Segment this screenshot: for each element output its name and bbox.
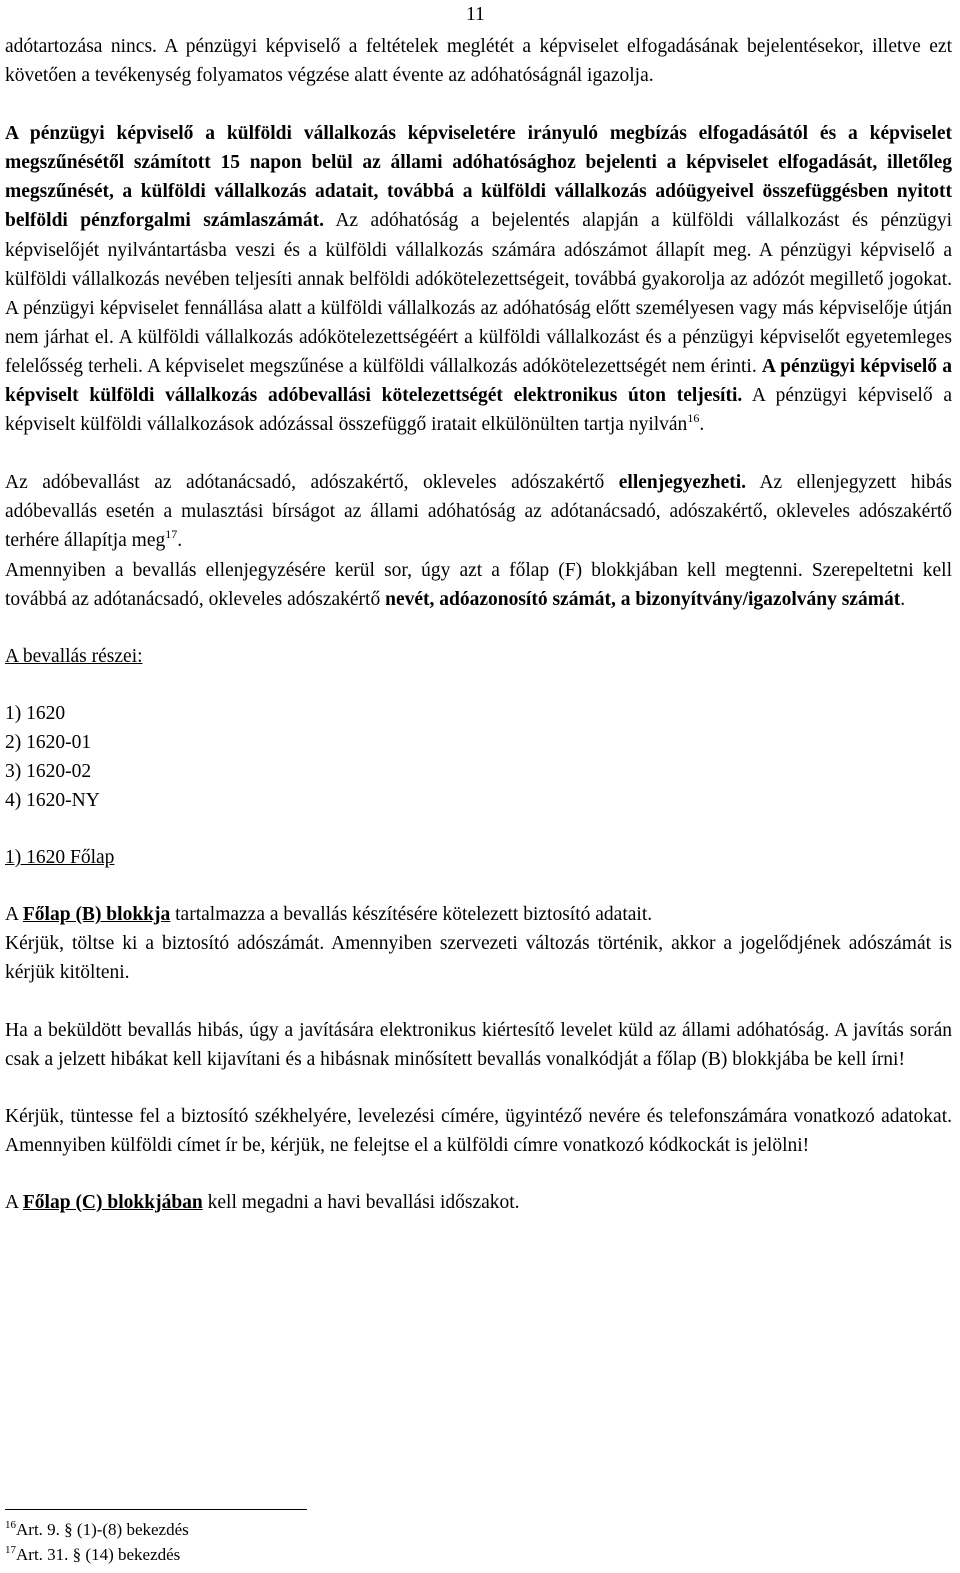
text-run: Az adóbevallást az adótanácsadó, adószakértő, okleveles adószakértő [5, 472, 619, 494]
footnote [5, 1542, 189, 1567]
paragraph-block-b [5, 900, 952, 929]
footnote [5, 1517, 189, 1542]
text-run: Főlap (B) blokkja [22, 904, 171, 926]
list-item-form-part [5, 728, 952, 757]
text-run: adótartozása nincs. A pénzügyi képviselő a feltételek meglétét a képviselet elfogadásának bejelentésekor, illetve ezt követően a tevékenység folyamatos végzése alatt évente az adóhatóságnál igazolja. [5, 36, 952, 87]
text-run: Kérjük, tüntesse fel a biztosító székhelyére, levelezési címére, ügyintéző nevére és telefonszámára vonatkozó adatokat. Amennyiben külföldi címet ír be, kérjük, ne felejtse el a külföldi címre vonatkozó kódkockát is jelölni! [5, 1105, 952, 1156]
text-run: A [5, 904, 23, 926]
page-body [5, 32, 952, 1217]
text-run: tartalmazza a bevallás készítésére kötelezett biztosító adatait. [170, 904, 653, 926]
text-run: . [177, 530, 183, 552]
text-run: Kérjük, töltse ki a biztosító adószámát. Amennyiben szervezeti változás történik, akkor a jogelődjének adószámát is kérjük kitölteni. [5, 933, 952, 984]
text-run: . [699, 414, 705, 436]
text-run: A pénzügyi képviselő a képviselt külföldi vállalkozások adózással összefüggő iratait elkülönülten tartja nyilván [5, 385, 952, 436]
paragraph-block-c [5, 1188, 952, 1217]
text-run: 2) 1620-01 [5, 731, 92, 753]
section-heading-main-sheet [5, 843, 952, 872]
footnote-separator [5, 1509, 307, 1510]
text-run: A pénzügyi képviselő a külföldi vállalkozás képviseletére irányuló megbízás elfogadásától és a képviselet megszűnésétől számított 15 napon belül az állami adóhatósághoz bejelenti a képviselet elfogadását, illetőleg megszűnését, a külföldi vállalkozás adatait, továbbá a külföldi vállalkozás adóügyeivel összefüggésben nyitott belföldi pénzforgalmi számlaszámát. [5, 123, 952, 232]
paragraph-financial-representative [5, 119, 952, 439]
text-run: A bevallás részei: [5, 645, 143, 667]
footnote-reference: 17 [165, 527, 178, 542]
text-run: nevét, adóazonosító számát, a bizonyítvány/igazolvány számát [385, 588, 901, 610]
page-number: 11 [466, 4, 485, 25]
paragraph-countersignature [5, 468, 952, 555]
list-item-form-part [5, 786, 952, 815]
text-run: 1) 1620 Főlap [5, 847, 115, 869]
text-run: A pénzügyi képviselő a képviselt külföldi vállalkozás adóbevallási kötelezettségét elektronikus úton teljesíti. [5, 355, 952, 407]
paragraph-countersignature-details [5, 556, 952, 614]
text-run: Az ellenjegyzett hibás adóbevallás esetén a mulasztási bírságot az állami adóhatóság az adótanácsadó, adószakértő, okleveles adószakértő terhére állapítja meg [5, 472, 953, 552]
paragraph-correction [5, 1016, 952, 1074]
text-run: 3) 1620-02 [5, 760, 92, 782]
text-run: . [900, 588, 906, 610]
footnote-text: Art. 31. § (14) bekezdés [16, 1545, 181, 1564]
section-heading-parts [5, 642, 952, 671]
text-run: Ha a beküldött bevallás hibás, úgy a javítására elektronikus kiértesítő levelet küld az állami adóhatóság. A javítás során csak a jelzett hibákat kell kijavítani és a hibásnak minősített bevallás vonalkódját a főlap (B) blokkjába be kell írni! [5, 1019, 952, 1070]
footnote-number: 16 [5, 1519, 16, 1531]
text-run: A [5, 1191, 23, 1213]
text-run: Az adóhatóság a bejelentés alapján a külföldi vállalkozást és pénzügyi képviselőjét nyilvántartásba veszi és a külföldi vállalkozás számára adószámot állapít meg. A pénzügyi képviselő a külföldi vállalkozás nevében teljesíti annak belföldi adókötelezettségeit, továbbá gyakorolja az adózót megillető jogokat. A pénzügyi képviselet fennállása alatt a külföldi vállalkozás az adóhatóság előtt személyesen vagy más képviselője útján nem járhat el. A külföldi vállalkozás adókötelezettségéért a külföldi vállalkozást és a pénzügyi képviselőt egyetemleges felelősség terheli. A képviselet megszűnése a külföldi vállalkozás adókötelezettségét nem érinti. [5, 210, 952, 377]
list-item-form-part [5, 757, 952, 786]
paragraph-tax-number [5, 929, 952, 987]
footnote-reference: 16 [687, 411, 700, 426]
text-run: 1) 1620 [5, 702, 66, 724]
text-run: kell megadni a havi bevallási időszakot. [202, 1191, 520, 1213]
text-run: Főlap (C) blokkjában [22, 1191, 203, 1213]
footnote-number: 17 [5, 1544, 16, 1556]
text-run: 4) 1620-NY [5, 790, 100, 812]
text-run: Amennyiben a bevallás ellenjegyzésére kerül sor, úgy azt a főlap (F) blokkjában kell megtenni. Szerepeltetni kell továbbá az adótanácsadó, okleveles adószakértő [5, 559, 952, 610]
text-run: ellenjegyezheti. [618, 472, 747, 494]
paragraph-address-data [5, 1102, 952, 1160]
footnotes [5, 1517, 189, 1567]
paragraph-representative-certification [5, 32, 952, 90]
list-item-form-part [5, 699, 952, 728]
footnote-text: Art. 9. § (1)-(8) bekezdés [16, 1520, 189, 1539]
